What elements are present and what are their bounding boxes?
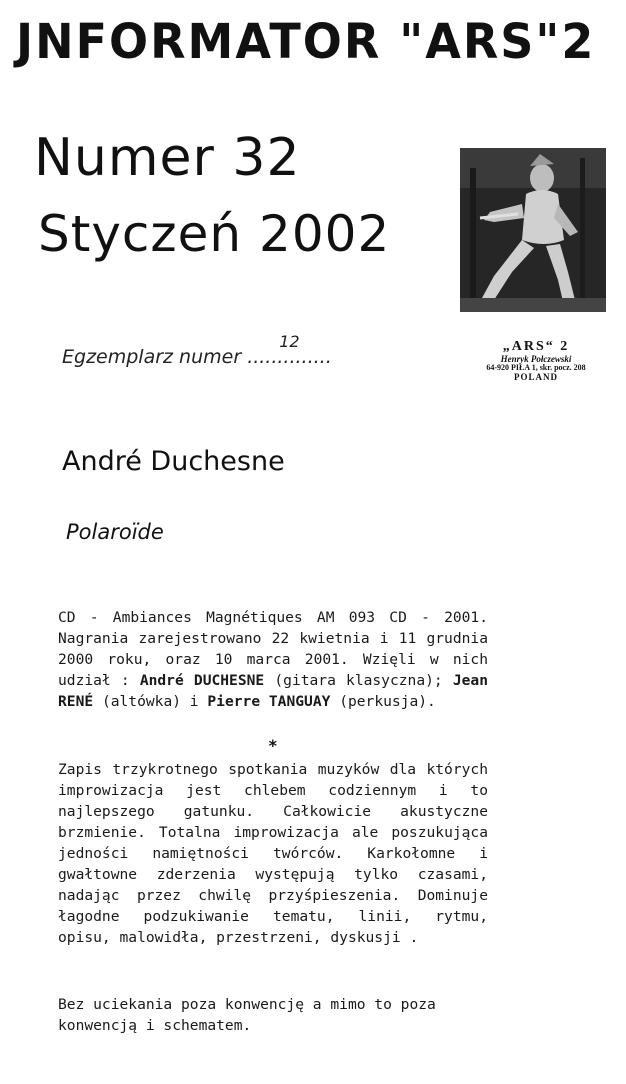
copy-number: 12: [279, 332, 300, 351]
review-closing: Bez uciekania poza konwencję a mimo to poza konwencją i schematem.: [58, 996, 436, 1034]
newsletter-title: JNFORMATOR "ARS"2: [16, 12, 596, 70]
release-info-text: (gitara klasyczna);: [264, 672, 453, 689]
artist-name: André Duchesne: [62, 446, 285, 477]
release-info: [58, 607, 488, 712]
musician-name: André DUCHESNE: [139, 672, 265, 689]
musician-name: Pierre TANGUAY: [207, 693, 331, 710]
musician-name: Jean RENÉ: [58, 672, 489, 710]
release-info-text: (altówka) i: [93, 693, 208, 710]
copy-number-line: [62, 332, 332, 368]
album-title: Polaroïde: [66, 520, 164, 544]
publisher-stamp: [466, 340, 606, 382]
separator-asterisk: *: [268, 736, 278, 755]
stamp-address: 64-920 PIŁA 1, skr. pocz. 208: [486, 363, 586, 373]
musician-photo: [460, 148, 606, 312]
release-info-text: CD - Ambiances Magnétiques AM 093 CD - 2001. Nagrania zarejestrowano 22 kwietnia i 11 grudnia 2000 roku, oraz 10 marca 2001. Wzięli w nich udział :: [58, 609, 488, 689]
copy-label: Egzemplarz numer: [62, 346, 242, 368]
release-info-text: (perkusja).: [330, 693, 436, 710]
stamp-owner: Henryk Połczewski: [500, 353, 572, 364]
issue-number: Numer 32: [34, 128, 301, 188]
stamp-name: „ARS“ 2: [502, 339, 570, 354]
copy-dots: ..............: [247, 346, 332, 368]
review-paragraph: Zapis trzykrotnego spotkania muzyków dla których improwizacja jest chlebem codziennym i to najlepszego gatunku. Całkowicie akustyczne brzmienie. Totalna improwizacja ale poszukująca jedności namiętności twórców. Karkołomne i gwałtowne zderzenia występują tylko czasami, nadając przez chwilę przyśpieszenia. Dominuje łagodne podzukiwanie tematu, linii, rytmu, opisu, malowidła, przestrzeni, dyskusji .: [58, 761, 488, 946]
stamp-country: POLAND: [514, 371, 558, 382]
issue-date: Styczeń 2002: [38, 205, 391, 263]
